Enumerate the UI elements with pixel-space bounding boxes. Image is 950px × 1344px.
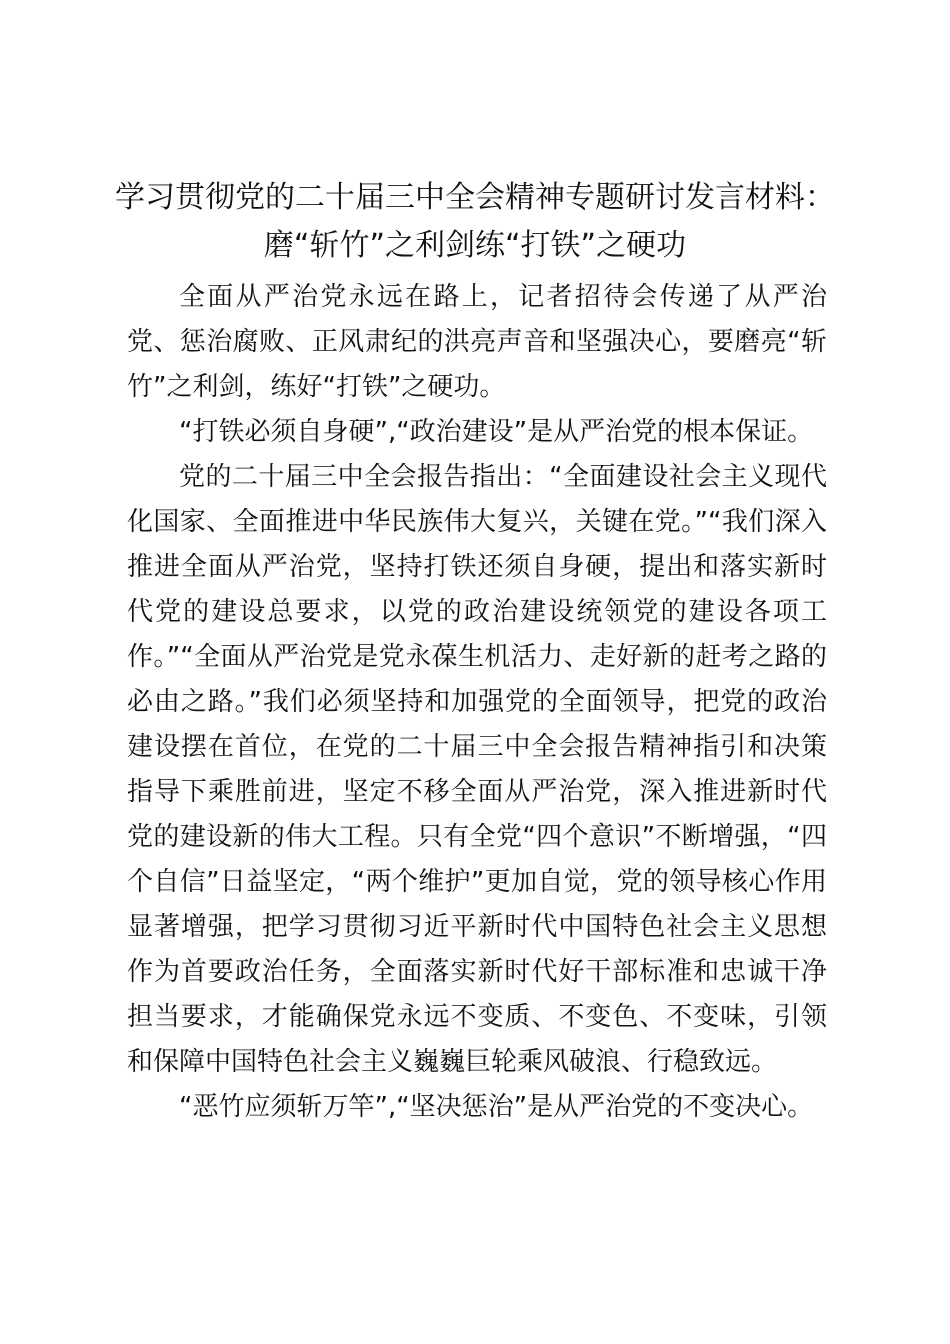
document-title-line-1: 学习贯彻党的二十届三中全会精神专题研讨发言材料： (115, 180, 835, 215)
paragraph-heading-political-building: “打铁必须自身硬”,“政治建设”是从严治党的根本保证。 (179, 417, 814, 447)
paragraph-report-quote: 党的二十届三中全会报告指出：“全面建设社会主义现代化国家、全面推进中华民族伟大复兴，关键在党。”“我们深入推进全面从严治党，坚持打铁还须自身硬，提出和落实新时代党的建设总要求，以党的政治建设统领党的建设各项工作。”“全面从严治党是党永葆生机活力、走好新的赶考之路的必由之路。”我们必须坚持和加强党的全面领导，把党的政治建设摆在首位，在党的二十届三中全会报告精神指引和决策指导下乘胜前进，坚定不移全面从严治党，深入推进新时代党的建设新的伟大工程。只有全党“四个意识”不断增强，“四个自信”日益坚定，“两个维护”更加自觉，党的领导核心作用显著增强，把学习贯彻习近平新时代中国特色社会主义思想作为首要政治任务，全面落实新时代好干部标准和忠诚干净担当要求，才能确保党永远不变质、不变色、不变味，引领和保障中国特色社会主义巍巍巨轮乘风破浪、行稳致远。 (127, 462, 827, 1077)
document-title-line-2: 磨“斩竹”之利剑练“打铁”之硬功 (263, 228, 687, 263)
paragraph-heading-punishment: “恶竹应须斩万竿”,“坚决惩治”是从严治党的不变决心。 (179, 1092, 814, 1122)
paragraph-intro: 全面从严治党永远在路上，记者招待会传递了从严治党、惩治腐败、正风肃纪的洪亮声音和坚强决心，要磨亮“斩竹”之利剑，练好“打铁”之硬功。 (127, 282, 827, 402)
document-body (127, 275, 827, 1130)
